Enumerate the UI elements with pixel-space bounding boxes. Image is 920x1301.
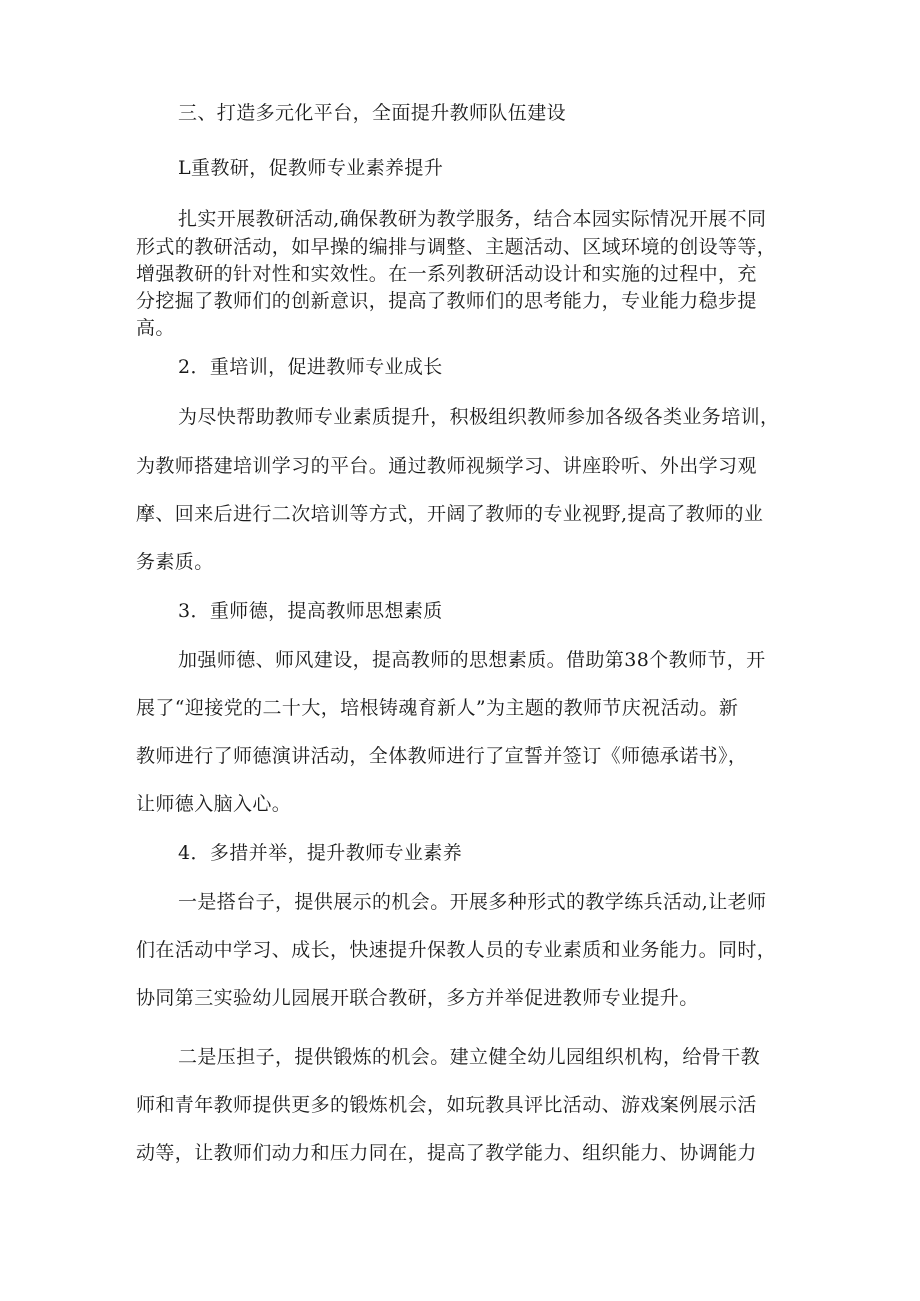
paragraph-line: 高。 — [136, 317, 175, 339]
paragraph-line: 动等，让教师们动力和压力同在，提高了教学能力、组织能力、协调能力 — [136, 1142, 757, 1164]
subsection-title-1: L重教研，促教师专业素养提升 — [178, 157, 444, 179]
paragraph-line: 摩、回来后进行二次培训等方式，开阔了教师的专业视野,提高了教师的业 — [136, 503, 764, 525]
paragraph-line: 教师进行了师德演讲活动，全体教师进行了宣誓并签订《师德承诺书》， — [136, 745, 748, 767]
paragraph-line: 协同第三实验幼儿园展开联合教研，多方并举促进教师专业提升。 — [136, 987, 699, 1009]
paragraph-line: 让师德入脑入心。 — [136, 793, 292, 815]
paragraph-line: 务素质。 — [136, 551, 214, 573]
paragraph-line: 二是压担子，提供锻炼的机会。建立健全幼儿园组织机构，给骨干教 — [178, 1046, 761, 1068]
paragraph-line: 一是搭台子，提供展示的机会。开展多种形式的教学练兵活动,让老师 — [178, 891, 767, 913]
paragraph-line: 们在活动中学习、成长，快速提升保教人员的专业素质和业务能力。同时， — [136, 939, 777, 961]
paragraph-line: 扎实开展教研活动,确保教研为教学服务，结合本园实际情况开展不同 — [178, 208, 767, 230]
paragraph-line: 为尽快帮助教师专业素质提升，积极组织教师参加各级各类业务培训， — [178, 406, 780, 428]
paragraph-line: 分挖掘了教师们的创新意识，提高了教师们的思考能力，专业能力稳步提 — [136, 290, 757, 312]
section-title: 三、打造多元化平台，全面提升教师队伍建设 — [178, 102, 567, 124]
paragraph-line: 增强教研的针对性和实效性。在一系列教研活动设计和实施的过程中，充 — [136, 263, 757, 285]
paragraph-line: 师和青年教师提供更多的锻炼机会，如玩教具评比活动、游戏案例展示活 — [136, 1094, 757, 1116]
paragraph-line: 加强师德、师风建设，提高教师的思想素质。借助第38个教师节，开 — [178, 649, 766, 671]
subsection-title-4: 4．多措并举，提升教师专业素养 — [178, 842, 463, 864]
paragraph-line: 展了“迎接党的二十大，培根铸魂育新人”为主题的教师节庆祝活动。新 — [136, 697, 739, 719]
paragraph-line: 形式的教研活动，如早操的编排与调整、主题活动、区域环境的创设等等， — [136, 236, 777, 258]
subsection-title-3: 3．重师德，提高教师思想素质 — [178, 600, 443, 622]
subsection-title-2: 2．重培训，促进教师专业成长 — [178, 356, 443, 378]
paragraph-line: 为教师搭建培训学习的平台。通过教师视频学习、讲座聆听、外出学习观 — [136, 455, 757, 477]
